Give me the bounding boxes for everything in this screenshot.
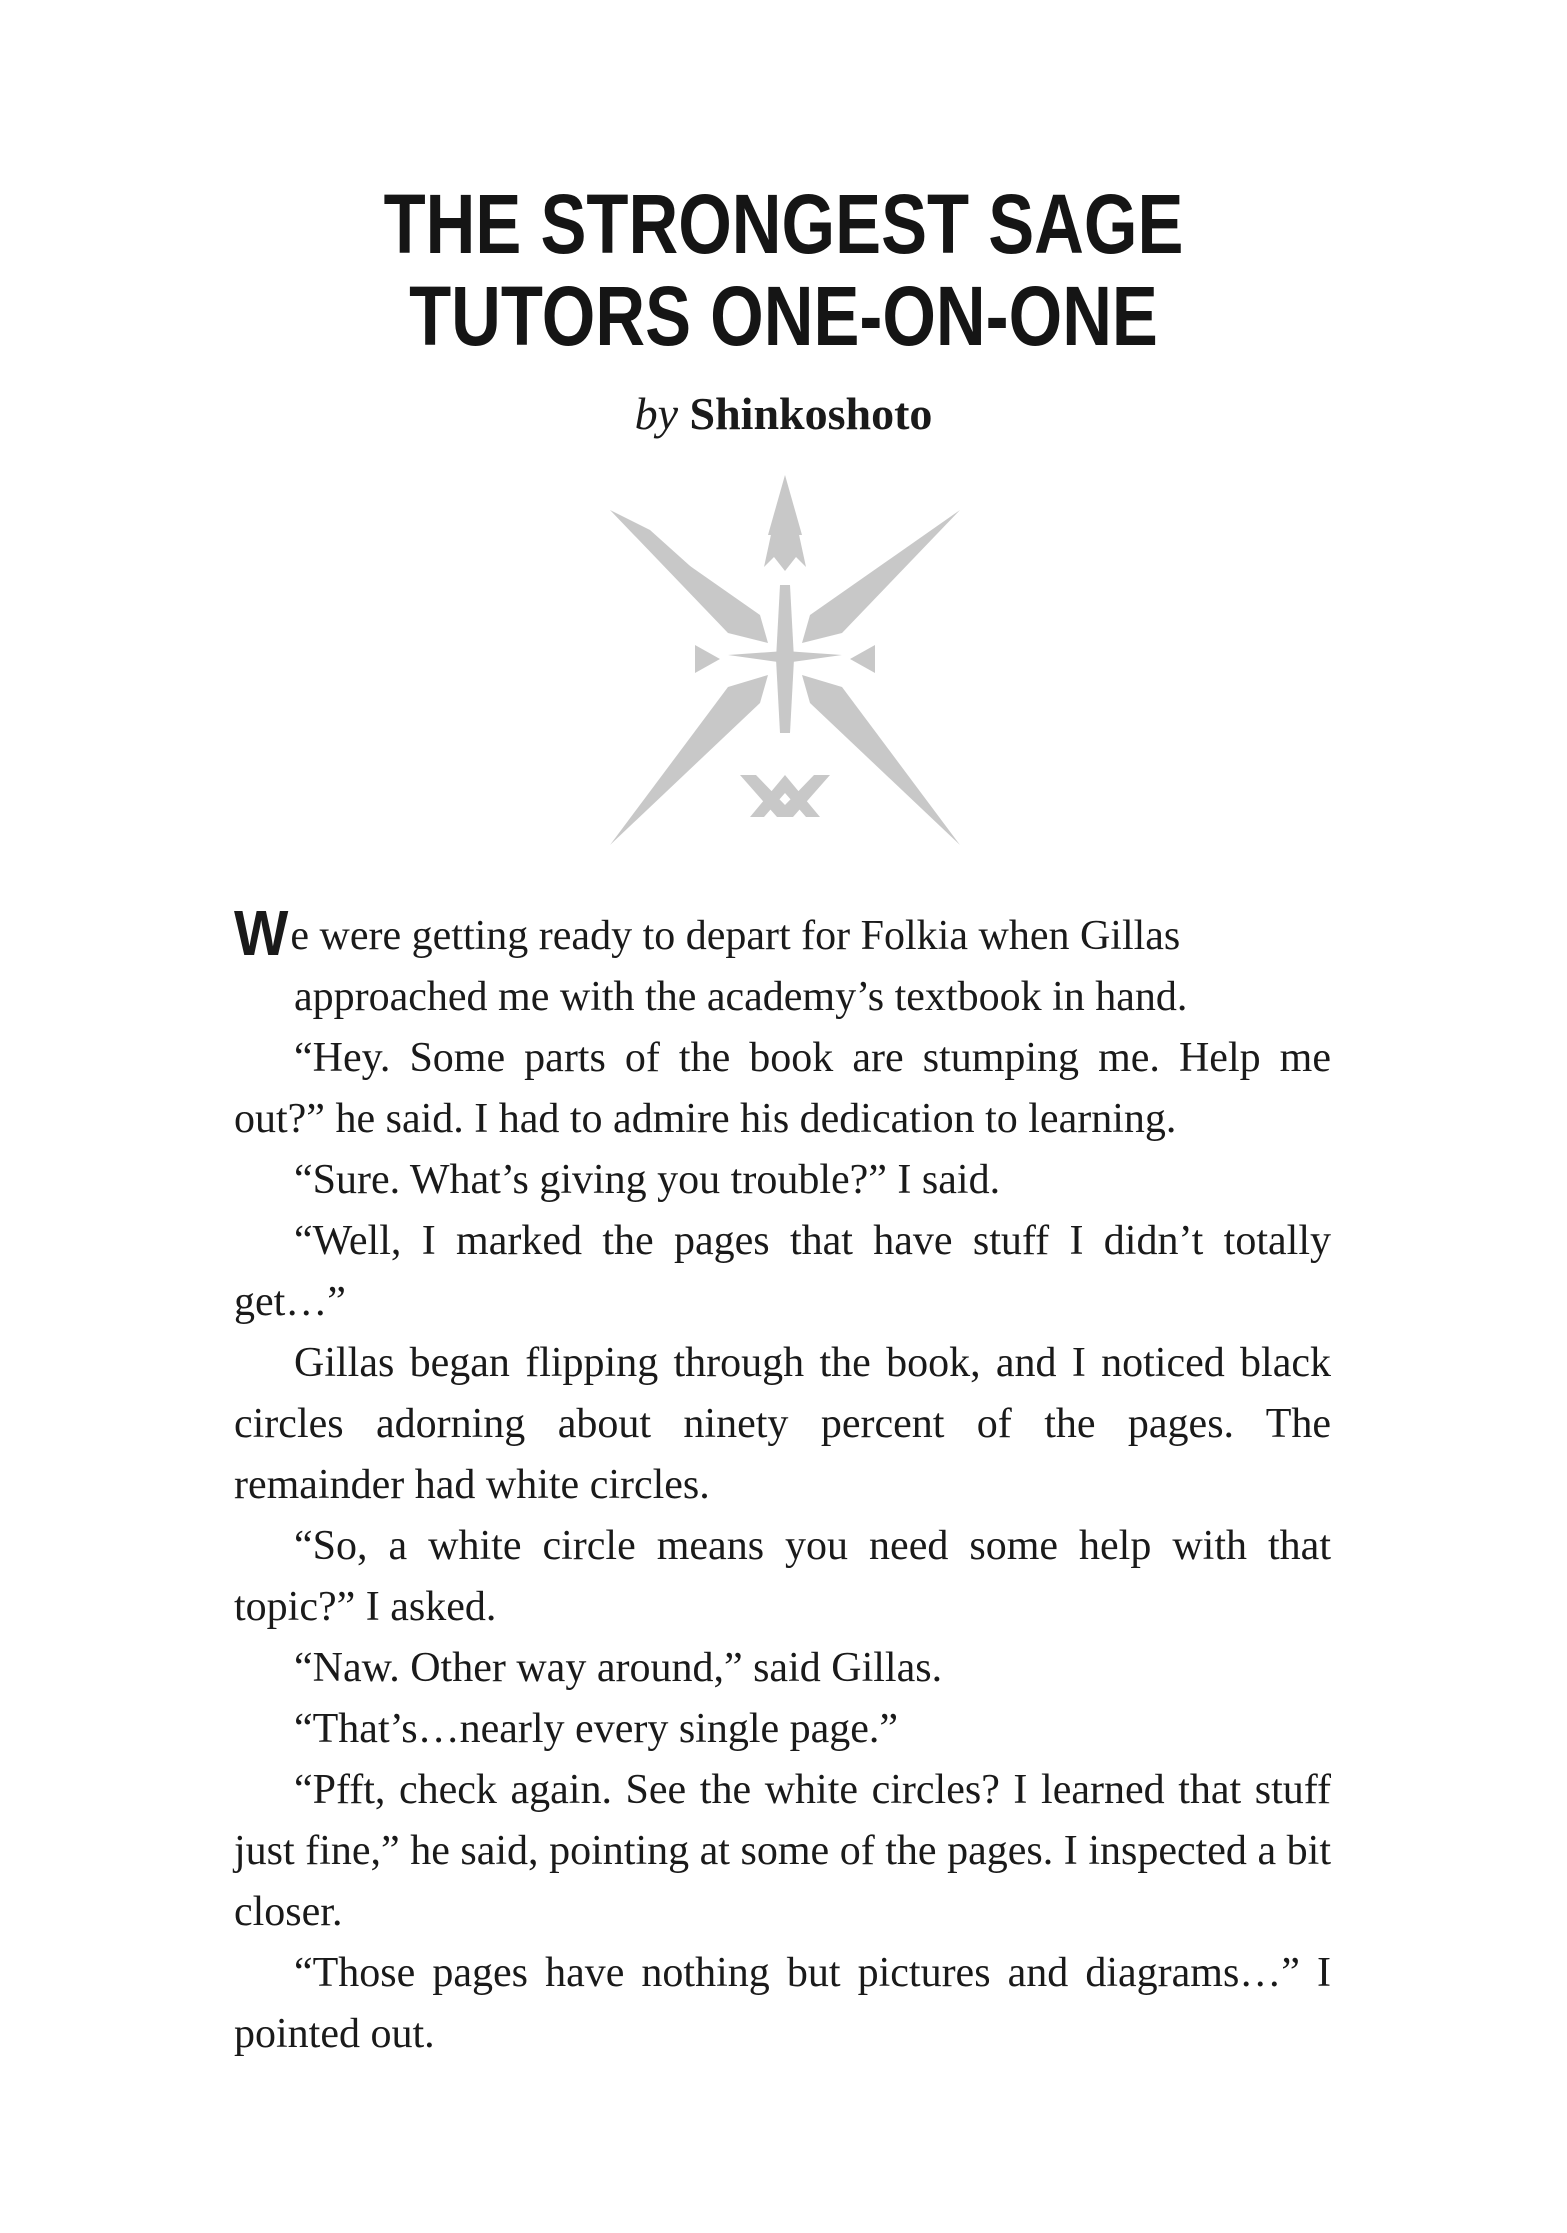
author-byline — [0, 386, 1567, 442]
byline-by: by — [634, 388, 678, 439]
book-title — [141, 178, 1426, 362]
story-text — [234, 897, 1331, 2065]
paragraph-7: “Naw. Other way around,” said Gillas. — [294, 1645, 943, 1691]
paragraph-3: “Sure. What’s giving you trouble?” I said. — [294, 1157, 1001, 1203]
paragraph-5: Gillas began flipping through the book, and I noticed black circles adorning about ninety percent of the pages. The remainder had white circles. — [234, 1340, 1331, 1508]
author-name: Shinkoshoto — [689, 388, 933, 439]
paragraph-4: “Well, I marked the pages that have stuff I didn’t totally get…” — [234, 1218, 1331, 1325]
paragraph-2: “Hey. Some parts of the book are stumping me. Help me out?” he said. I had to admire his dedication to learning. — [234, 1035, 1331, 1142]
paragraph-1-line-2: approached me with the academy’s textbook in hand. — [294, 974, 1188, 1020]
paragraph-9: “Pfft, check again. See the white circles? I learned that stuff just fine,” he said, pointing at some of the pages. I inspected a bit closer. — [234, 1767, 1331, 1935]
paragraph-10: “Those pages have nothing but pictures and diagrams…” I pointed out. — [234, 1950, 1331, 2057]
book-title-line-2: TUTORS ONE-ON-ONE — [409, 269, 1158, 363]
drop-cap: W — [234, 897, 289, 969]
star-compass-emblem-icon — [610, 475, 960, 845]
paragraph-8: “That’s…nearly every single page.” — [294, 1706, 899, 1752]
paragraph-1-line-1: e were getting ready to depart for Folkia when Gillas — [290, 913, 1181, 959]
paragraph-6: “So, a white circle means you need some help with that topic?” I asked. — [234, 1523, 1331, 1630]
book-title-line-1: THE STRONGEST SAGE — [383, 177, 1184, 271]
paragraph-1 — [234, 897, 1331, 1028]
